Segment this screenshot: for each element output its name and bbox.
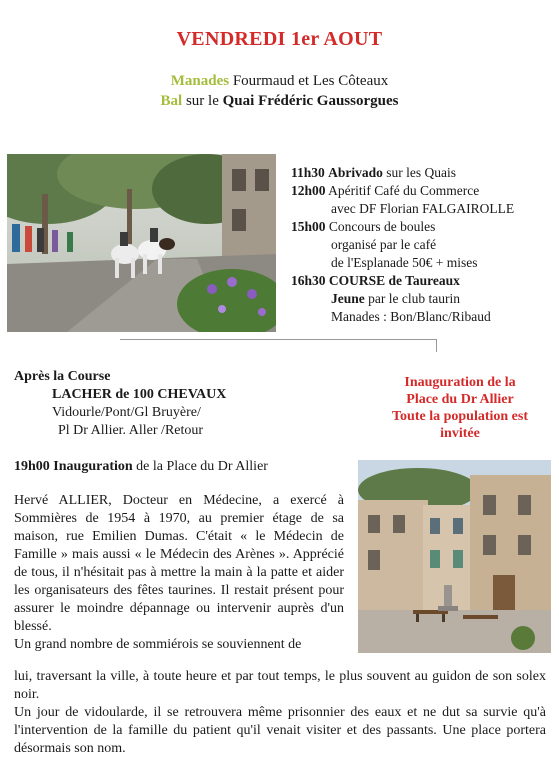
- program-item: 16h30 COURSE de Taureaux: [291, 273, 460, 288]
- biography-paragraph-2-start: Un grand nombre de sommiérois se souviennent de: [14, 637, 302, 652]
- program-list: [291, 164, 553, 326]
- bal-connector: sur le: [182, 93, 223, 109]
- manades-names: Fourmaud et Les Côteaux: [229, 73, 389, 89]
- page-title: VENDREDI 1er AOUT: [176, 28, 383, 50]
- abrivado-photo: [7, 154, 276, 332]
- bal-line: [0, 93, 559, 110]
- manades-line: [0, 73, 559, 90]
- manades-label: Manades: [170, 73, 230, 89]
- program-item: 12h00 Apéritif Café du Commerce: [291, 183, 480, 198]
- program-item: de l'Esplanade 50€ + mises: [331, 255, 478, 270]
- program-item: 15h00 Concours de boules: [291, 219, 436, 234]
- apres-course-block: [14, 368, 314, 440]
- biography-paragraph-3: Un jour de vidoularde, il se retrouvera même prisonnier des eaux et ne dut sa survie qu'à l'intervention de la famille du patient qu'il venait visiter et des passants. Une place portera désormais son nom.: [14, 705, 546, 756]
- route-line-1: Vidourle/Pont/Gl Bruyère/: [52, 405, 201, 420]
- place-allier-photo: [358, 460, 551, 653]
- lacher-title: LACHER de 100 CHEVAUX: [52, 387, 227, 402]
- program-item: 11h30 Abrivado sur les Quais: [291, 165, 457, 180]
- bal-label: Bal: [160, 93, 183, 109]
- biography-paragraph-2-end: lui, traversant la ville, à toute heure et par tout temps, le plus souvent au guidon de son solex noir.: [14, 669, 546, 702]
- biography-paragraph: Hervé ALLIER, Docteur en Médecine, a exercé à Sommières de 1954 à 1970, au premier étage de sa maison, rue Emilien Dumas. C'était « le Médecin de Famille » mais aussi « le Médecin des Arènes ». Apprécié de tous, il n'hésitait pas à mettre la main à la patte et aider les organisateurs des fêtes taurines. Il restait présent pour assurer le moindre dépannage ou intervenir auprès d'un blessé.: [14, 493, 344, 634]
- program-item: Manades : Bon/Blanc/Ribaud: [331, 309, 491, 324]
- program-item: organisé par le café: [331, 237, 437, 252]
- inauguration-time-line: 19h00 Inauguration de la Place du Dr Allier: [14, 459, 268, 474]
- program-item: avec DF Florian FALGAIROLLE: [331, 201, 515, 216]
- bal-place: Quai Frédéric Gaussorgues: [222, 93, 399, 109]
- inauguration-invite: Inauguration de la Place du Dr Allier Toute la population est invitée: [391, 375, 528, 441]
- apres-heading: Après la Course: [14, 369, 111, 384]
- separator-line: [120, 339, 437, 352]
- route-line-2: Pl Dr Allier. Aller /Retour: [58, 423, 204, 438]
- program-item: Jeune par le club taurin: [331, 291, 460, 306]
